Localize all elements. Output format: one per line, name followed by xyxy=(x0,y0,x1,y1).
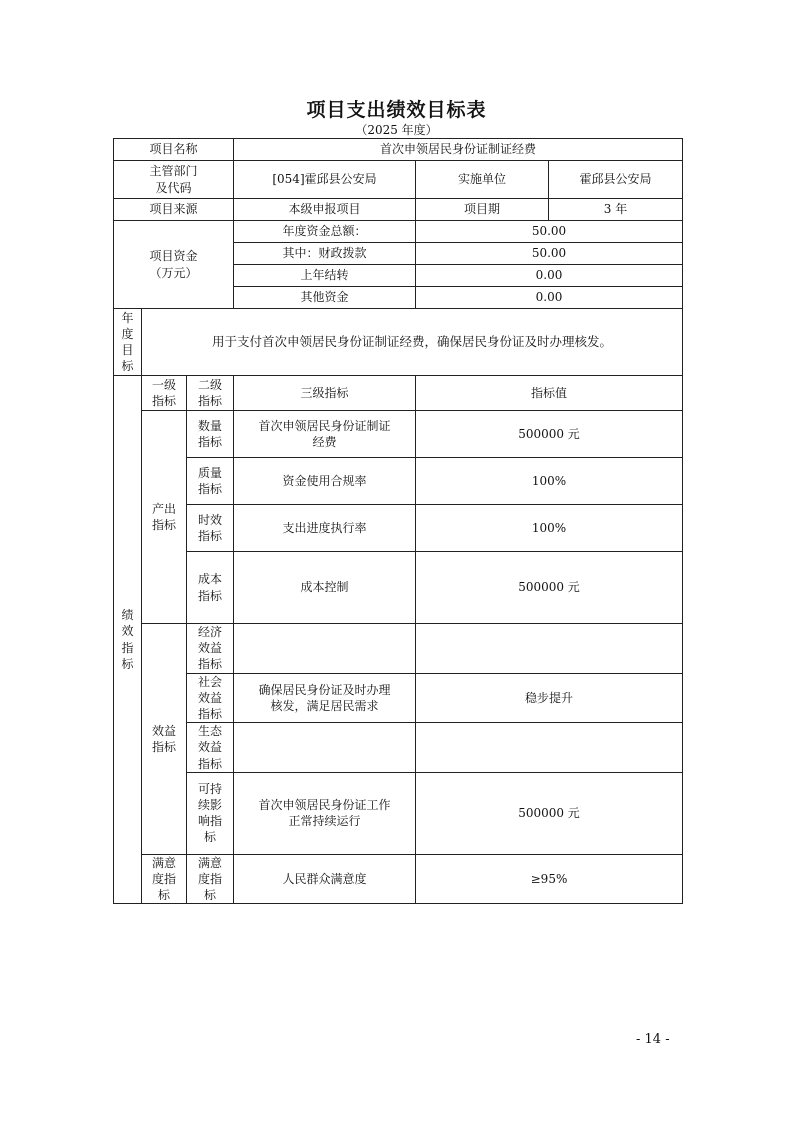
funds-label xyxy=(114,221,234,309)
period-value: 3 年 xyxy=(549,199,683,221)
annual-goal-text: 用于支付首次申领居民身份证制证经费，确保居民身份证及时办理核发。 xyxy=(142,309,683,376)
l2-line: 时效 xyxy=(197,512,222,527)
goal-label-char: 年 xyxy=(121,310,134,325)
l3-line: 经费 xyxy=(312,435,337,449)
value-cell: 500000 元 xyxy=(416,552,683,624)
table-row xyxy=(114,673,683,723)
l2-line: 指标 xyxy=(197,435,222,449)
table-row xyxy=(114,505,683,552)
label-line: 产出 xyxy=(151,501,176,516)
l3-cell xyxy=(234,624,416,674)
row-department xyxy=(114,161,683,199)
l3-cell: 人民群众满意度 xyxy=(234,854,416,904)
funds-row-value: 50.00 xyxy=(416,221,683,243)
perf-label-char: 标 xyxy=(121,656,134,671)
l2-social xyxy=(187,673,234,723)
value-cell xyxy=(416,624,683,674)
l2-satisfaction xyxy=(187,854,234,904)
l3-cell: 资金使用合规率 xyxy=(234,458,416,505)
header-line: 指标 xyxy=(197,394,222,408)
l3-cell: 成本控制 xyxy=(234,552,416,624)
goal-label-char: 目 xyxy=(121,343,134,357)
l2-line: 可持 xyxy=(197,781,222,796)
label-line: 度指 xyxy=(151,871,176,886)
goal-label-char: 度 xyxy=(121,326,134,341)
l2-ecological xyxy=(187,723,234,773)
performance-indicator-label xyxy=(114,376,142,904)
value-cell: 100% xyxy=(416,505,683,552)
funds-label-line: （万元） xyxy=(149,265,198,280)
l2-line: 指标 xyxy=(197,706,222,721)
value-cell: 100% xyxy=(416,458,683,505)
row-annual-goal xyxy=(114,309,683,376)
value-cell xyxy=(416,723,683,773)
l2-line: 效益 xyxy=(197,641,222,656)
l2-economic xyxy=(187,624,234,674)
l2-line: 指标 xyxy=(197,588,222,603)
table-row xyxy=(114,458,683,505)
project-name-label: 项目名称 xyxy=(114,139,234,161)
label-line: 标 xyxy=(157,888,170,903)
table-row xyxy=(114,723,683,773)
l3-cell: 支出进度执行率 xyxy=(234,505,416,552)
benefit-indicator-label xyxy=(142,624,187,855)
funds-label-line: 项目资金 xyxy=(149,249,198,264)
funds-row-label: 年度资金总额： xyxy=(234,221,416,243)
table-row xyxy=(114,411,683,458)
l3-cell xyxy=(234,723,416,773)
impl-unit-label: 实施单位 xyxy=(416,161,549,199)
header-line: 一级 xyxy=(151,377,176,392)
row-funds-total xyxy=(114,221,683,243)
value-cell: 稳步提升 xyxy=(416,673,683,723)
l2-line: 标 xyxy=(203,888,216,903)
table-row xyxy=(114,772,683,854)
value-header: 指标值 xyxy=(416,376,683,411)
row-indicator-header xyxy=(114,376,683,411)
l2-line: 续影 xyxy=(197,798,222,812)
row-source xyxy=(114,199,683,221)
l2-line: 经济 xyxy=(197,625,222,639)
output-indicator-label xyxy=(142,411,187,624)
l2-quality xyxy=(187,458,234,505)
level1-header xyxy=(142,376,187,411)
l2-line: 指标 xyxy=(197,482,222,496)
dept-label xyxy=(114,161,234,199)
l3-cell xyxy=(234,673,416,723)
period-label: 项目期 xyxy=(416,199,549,221)
l2-quantity xyxy=(187,411,234,458)
page-number: - 14 - xyxy=(636,1032,670,1047)
dept-label-line: 主管部门 xyxy=(149,164,198,179)
page-title: 项目支出绩效目标表 xyxy=(306,99,487,121)
l2-line: 成本 xyxy=(197,572,222,587)
table-row xyxy=(114,854,683,904)
funds-row-label: 上年结转 xyxy=(234,265,416,287)
l3-line: 确保居民身份证及时办理 xyxy=(258,682,391,697)
row-project-name xyxy=(114,139,683,161)
header-line: 指标 xyxy=(151,394,176,408)
label-line: 效益 xyxy=(151,723,176,738)
l2-line: 质量 xyxy=(197,465,222,480)
l3-cell xyxy=(234,411,416,458)
level3-header: 三级指标 xyxy=(234,376,416,411)
l3-line: 首次申领居民身份证制证 xyxy=(258,418,391,433)
source-label: 项目来源 xyxy=(114,199,234,221)
l2-line: 响指 xyxy=(197,814,222,829)
performance-target-table xyxy=(113,138,683,904)
l2-timeliness xyxy=(187,505,234,552)
l2-sustainable xyxy=(187,772,234,854)
l2-line: 满意 xyxy=(197,855,222,870)
impl-unit-value: 霍邱县公安局 xyxy=(549,161,683,199)
project-name-value: 首次申领居民身份证制证经费 xyxy=(234,139,683,161)
level2-header xyxy=(187,376,234,411)
l3-line: 正常持续运行 xyxy=(288,814,361,829)
l2-line: 效益 xyxy=(197,740,222,755)
perf-label-char: 效 xyxy=(121,624,134,639)
l2-line: 效益 xyxy=(197,690,222,705)
l3-line: 首次申领居民身份证工作 xyxy=(258,798,391,812)
l2-line: 度指 xyxy=(197,871,222,886)
satisfaction-indicator-label xyxy=(142,854,187,904)
label-line: 指标 xyxy=(151,518,176,532)
l2-line: 生态 xyxy=(197,724,222,739)
label-line: 满意 xyxy=(151,855,176,870)
table-row xyxy=(114,624,683,674)
funds-row-label: 其他资金 xyxy=(234,287,416,309)
year-subtitle: （2025 年度） xyxy=(355,123,438,137)
funds-row-value: 50.00 xyxy=(416,243,683,265)
l2-cost xyxy=(187,552,234,624)
l2-line: 指标 xyxy=(197,529,222,543)
value-cell: ≥95% xyxy=(416,854,683,904)
dept-label-line: 及代码 xyxy=(155,180,192,195)
dept-value: [054]霍邱县公安局 xyxy=(234,161,416,199)
perf-label-char: 指 xyxy=(121,640,134,655)
value-cell: 500000 元 xyxy=(416,772,683,854)
l2-line: 指标 xyxy=(197,657,222,672)
l2-line: 标 xyxy=(203,830,216,845)
l3-line: 核发，满足居民需求 xyxy=(270,698,379,713)
l2-line: 数量 xyxy=(197,418,222,433)
l2-line: 社会 xyxy=(197,674,222,689)
funds-row-value: 0.00 xyxy=(416,265,683,287)
value-cell: 500000 元 xyxy=(416,411,683,458)
funds-row-value: 0.00 xyxy=(416,287,683,309)
funds-row-label: 其中：财政拨款 xyxy=(234,243,416,265)
annual-goal-label xyxy=(114,309,142,376)
l2-line: 指标 xyxy=(197,756,222,771)
perf-label-char: 绩 xyxy=(121,608,134,623)
label-line: 指标 xyxy=(151,739,176,754)
header-line: 二级 xyxy=(197,377,222,392)
l3-cell xyxy=(234,772,416,854)
source-value: 本级申报项目 xyxy=(234,199,416,221)
goal-label-char: 标 xyxy=(121,359,134,374)
table-row xyxy=(114,552,683,624)
